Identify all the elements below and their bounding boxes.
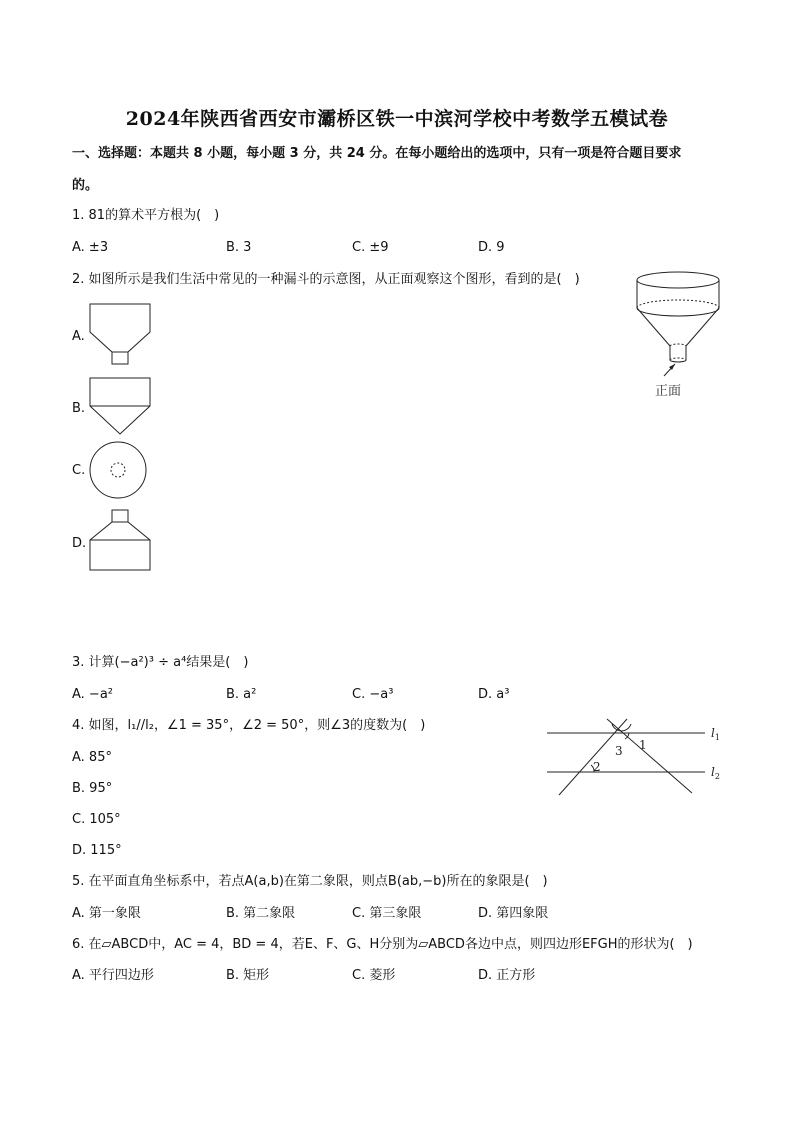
q5-option-d: D. 第四象限	[478, 906, 549, 921]
q4-option-c: C. 105°	[72, 812, 121, 827]
q1-option-c: C. ±9	[352, 240, 389, 255]
q6-option-a: A. 平行四边形	[72, 968, 154, 983]
q3-option-c: C. −a³	[352, 687, 394, 702]
section-heading-line2: 的。	[72, 178, 99, 193]
q2-option-b: B.	[72, 401, 86, 416]
front-view-label: 正面	[655, 384, 682, 399]
question-5-stem: 5. 在平面直角坐标系中，若点A(a,b)在第二象限，则点B(ab,−b)所在的象限是( )	[72, 874, 548, 889]
q2-option-a-figure	[88, 302, 152, 366]
line-l2-label: $l_2$	[711, 765, 720, 781]
parallel-lines-figure	[545, 715, 725, 800]
q6-option-c: C. 菱形	[352, 968, 396, 983]
q3-option-a: A. −a²	[72, 687, 113, 702]
q4-option-b: B. 95°	[72, 781, 113, 796]
q6-option-b: B. 矩形	[226, 968, 270, 983]
q2-option-d-figure	[88, 508, 152, 574]
q3-option-d: D. a³	[478, 687, 510, 702]
q2-option-b-figure	[88, 376, 152, 438]
q2-option-a: A.	[72, 329, 85, 344]
question-6-stem: 6. 在▱ABCD中，AC = 4，BD = 4，若E、F、G、H分别为▱ABCD各边中点，则四边形EFGH的形状为( )	[72, 937, 693, 952]
q2-option-c: C.	[72, 463, 86, 478]
q2-option-c-figure	[88, 440, 150, 502]
q1-option-d: D. 9	[478, 240, 505, 255]
q5-option-c: C. 第三象限	[352, 906, 422, 921]
q1-option-a: A. ±3	[72, 240, 109, 255]
question-1-stem: 1. 81的算术平方根为( )	[72, 208, 220, 223]
question-3-stem: 3. 计算(−a²)³ ÷ a⁴结果是( )	[72, 655, 249, 670]
q1-option-b: B. 3	[226, 240, 252, 255]
angle-2-label: 2	[593, 760, 601, 774]
q5-option-a: A. 第一象限	[72, 906, 141, 921]
q4-option-d: D. 115°	[72, 843, 122, 858]
angle-3-label: 3	[615, 744, 623, 758]
q5-option-b: B. 第二象限	[226, 906, 296, 921]
line-l1-label: $l_1$	[711, 726, 720, 742]
section-heading-line1: 一、选择题：本题共 8 小题，每小题 3 分，共 24 分。在每小题给出的选项中，只有一项是符合题目要求	[72, 146, 682, 161]
q6-option-d: D. 正方形	[478, 968, 536, 983]
question-2-stem: 2. 如图所示是我们生活中常见的一种漏斗的示意图，从正面观察这个图形，看到的是( )	[72, 272, 580, 287]
angle-1-label: 1	[639, 738, 647, 752]
q4-option-a: A. 85°	[72, 750, 112, 765]
q2-option-d: D.	[72, 536, 87, 551]
q3-option-b: B. a²	[226, 687, 257, 702]
page-title: 2024年陕西省西安市灞桥区铁一中滨河学校中考数学五模试卷	[125, 108, 669, 130]
question-4-stem: 4. 如图，l₁//l₂，∠1 = 35°，∠2 = 50°，则∠3的度数为( )	[72, 718, 426, 733]
funnel-figure	[630, 268, 730, 398]
